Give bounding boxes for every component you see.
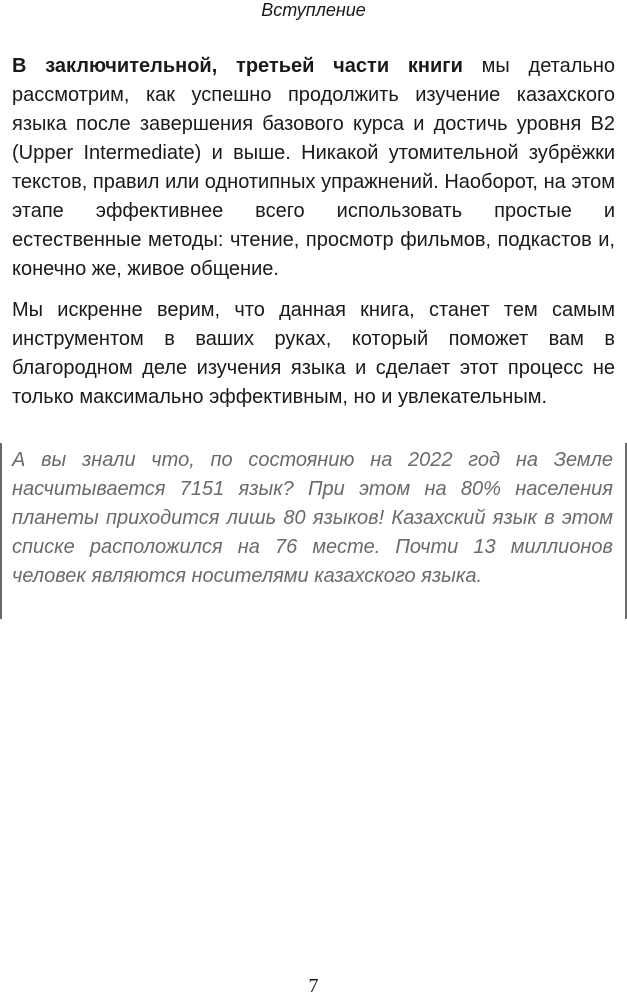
running-header: Вступление (261, 0, 366, 20)
fact-callout-box (0, 443, 627, 619)
paragraph-intro (12, 52, 615, 284)
paragraph-intro-body: мы детально рассмотрим, как успешно продолжить изучение казахского языка после завершения базового курса и достичь уровня В2 (Upper Intermediate) и выше. Никакой утомительной зубрёжки текстов, правил или однотипных упражнений. Наоборот, на этом этапе эффективнее всего использовать простые и естественные методы: чтение, просмотр фильмов, подкастов и, конечно же, живое общение. (12, 55, 615, 280)
main-content (12, 52, 615, 424)
page-number: 7 (308, 975, 319, 997)
paragraph-intro-lead: В заключительной, третьей части книги (12, 55, 463, 77)
paragraph-mission: Мы искренне верим, что данная книга, станет тем самым инструментом в ваших руках, который поможет вам в благородном деле изучения языка и сделает этот процесс не только максимально эффективным, но и увлекательным. (12, 299, 615, 408)
fact-callout-text: А вы знали что, по состоянию на 2022 год на Земле насчитывается 7151 язык? При этом на 80% населения планеты приходится лишь 80 языков! Казахский язык в этом списке расположился на 76 месте. Почти 13 миллионов человек являются носителями казахского языка. (12, 449, 613, 587)
